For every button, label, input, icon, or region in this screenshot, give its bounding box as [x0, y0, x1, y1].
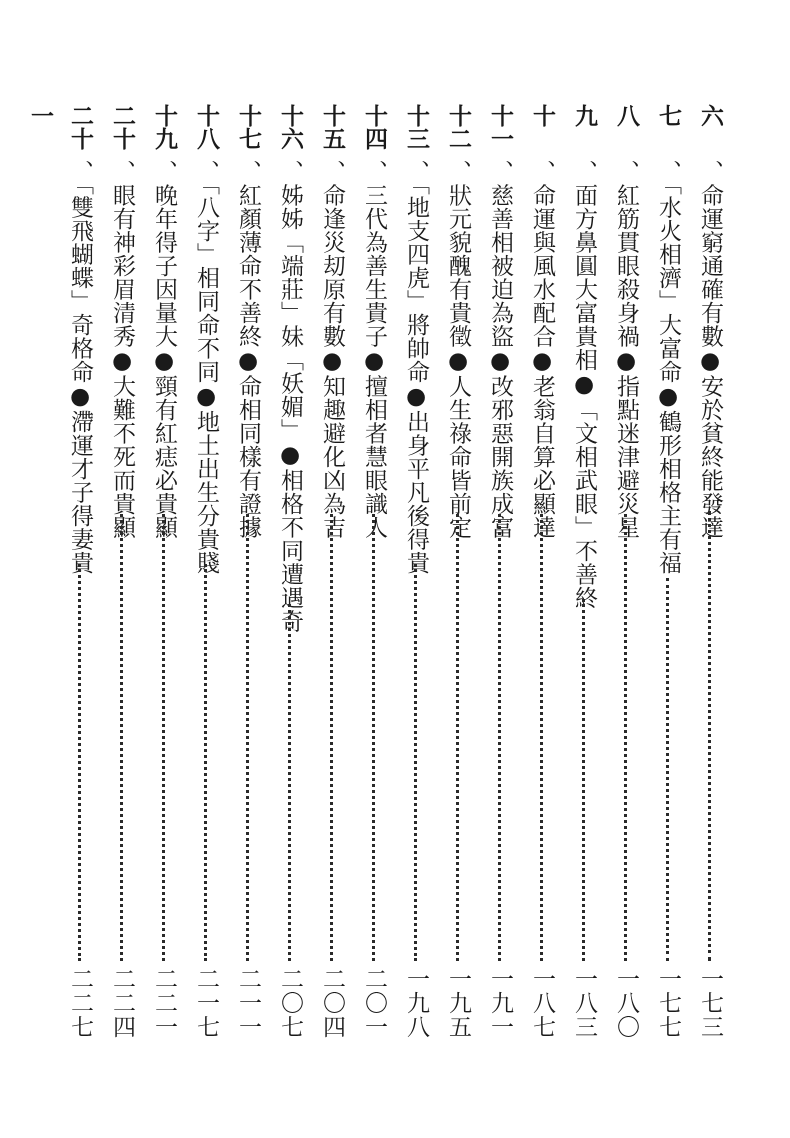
- toc-entry[interactable]: [354, 104, 394, 1079]
- entry-number: 十六: [277, 104, 304, 150]
- entry-title: 、狀元貌醜有貴徵●人生祿命皆前定: [445, 160, 471, 539]
- toc-entry[interactable]: [27, 104, 100, 1079]
- entry-page-number: 二二四: [109, 967, 135, 1039]
- dot-leader: [414, 564, 417, 961]
- entry-title: 、眼有神彩眉清秀●大難不死而貴顯: [109, 160, 135, 539]
- entry-title: 、晚年得子因量大●頸有紅痣必貴顯: [151, 160, 177, 539]
- entry-number: 十四: [361, 104, 388, 150]
- entry-page-number: 一八三: [571, 967, 597, 1039]
- entry-page-number: 二一一: [235, 967, 261, 1039]
- entry-number: 六: [697, 104, 724, 127]
- entry-number: 十七: [235, 104, 262, 150]
- entry-title: 、姊姊「端莊」妹「妖媚」●相格不同遭遇奇: [277, 160, 303, 633]
- entry-title: 、慈善相被迫為盜●改邪惡開族成富: [487, 160, 513, 539]
- toc-entry[interactable]: [522, 104, 562, 1079]
- entry-page-number: 一七三: [697, 967, 723, 1039]
- entry-page-number: 一九五: [445, 967, 471, 1039]
- entry-page-number: 二〇七: [277, 967, 303, 1039]
- dot-leader: [498, 514, 501, 961]
- dot-leader: [246, 514, 249, 961]
- entry-page-number: 一八七: [529, 967, 555, 1039]
- entry-title: 、三代為善生貴子●擅相者慧眼識人: [361, 160, 387, 539]
- entry-title: 、命逢災刧原有數●知趣避化凶為吉: [319, 160, 345, 539]
- toc-entry[interactable]: [648, 104, 688, 1079]
- dot-leader: [666, 578, 669, 961]
- dot-leader: [330, 514, 333, 961]
- toc-entry[interactable]: [102, 104, 142, 1079]
- toc-entry[interactable]: [186, 104, 226, 1079]
- dot-leader: [456, 514, 459, 961]
- entry-page-number: 二二一: [151, 967, 177, 1039]
- dot-leader: [624, 514, 627, 961]
- entry-number: 七: [655, 104, 682, 127]
- entry-number: 十一: [487, 104, 514, 150]
- entry-title: 、「雙飛蝴蝶」奇格命●滯運才子得妻貴: [67, 160, 93, 575]
- entry-title: 、紅筋貫眼殺身禍●指點迷津避災星: [613, 160, 639, 539]
- dot-leader: [162, 514, 165, 961]
- entry-title: 、紅顏薄命不善終●命相同樣有證據: [235, 160, 261, 539]
- dot-leader: [708, 511, 711, 961]
- toc-entry[interactable]: [564, 104, 604, 1079]
- toc-entry[interactable]: [606, 104, 646, 1079]
- entry-page-number: 二〇四: [319, 967, 345, 1039]
- entry-number: 二十一: [27, 104, 94, 150]
- entry-number: 二十: [109, 104, 136, 150]
- toc-entry[interactable]: [270, 104, 310, 1079]
- entry-title: 、「水火相濟」大富命●鶴形相格主有福: [655, 160, 681, 575]
- entry-number: 八: [613, 104, 640, 127]
- entry-number: 十九: [151, 104, 178, 150]
- entry-number: 十五: [319, 104, 346, 150]
- entry-number: 十八: [193, 104, 220, 150]
- entry-page-number: 二〇一: [361, 967, 387, 1039]
- toc-entry[interactable]: [396, 104, 436, 1079]
- entry-title: 、「八字」相同命不同●地土出生分貴賤: [193, 160, 219, 575]
- entry-page-number: 二一七: [193, 967, 219, 1039]
- dot-leader: [288, 604, 291, 961]
- entry-title: 、面方鼻圓大富貴相●「文相武眼」不善終: [571, 160, 597, 610]
- dot-leader: [372, 514, 375, 961]
- dot-leader: [78, 564, 81, 961]
- entry-number: 九: [571, 104, 598, 127]
- dot-leader: [120, 514, 123, 961]
- entry-page-number: 一八〇: [613, 967, 639, 1039]
- dot-leader: [582, 599, 585, 961]
- entry-number: 十: [529, 104, 556, 127]
- entry-title: 、命運窮通確有數●安於貧終能發達: [697, 160, 723, 539]
- entry-page-number: 一九八: [403, 967, 429, 1039]
- toc-entry[interactable]: [690, 104, 730, 1079]
- toc-entry[interactable]: [312, 104, 352, 1079]
- entry-page-number: 一七七: [655, 967, 681, 1039]
- toc-entry[interactable]: [438, 104, 478, 1079]
- toc-entry[interactable]: [480, 104, 520, 1079]
- entry-title: 、「地支四虎」將帥命●出身平凡後得貴: [403, 160, 429, 575]
- dot-leader: [540, 514, 543, 961]
- entry-number: 十二: [445, 104, 472, 150]
- toc-entry[interactable]: [228, 104, 268, 1079]
- entry-page-number: 一九一: [487, 967, 513, 1039]
- entry-number: 十三: [403, 104, 430, 150]
- entry-title: 、命運與風水配合●老翁自算必顯達: [529, 160, 555, 539]
- entry-page-number: 二二七: [67, 967, 93, 1039]
- dot-leader: [204, 564, 207, 961]
- toc-entry[interactable]: [144, 104, 184, 1079]
